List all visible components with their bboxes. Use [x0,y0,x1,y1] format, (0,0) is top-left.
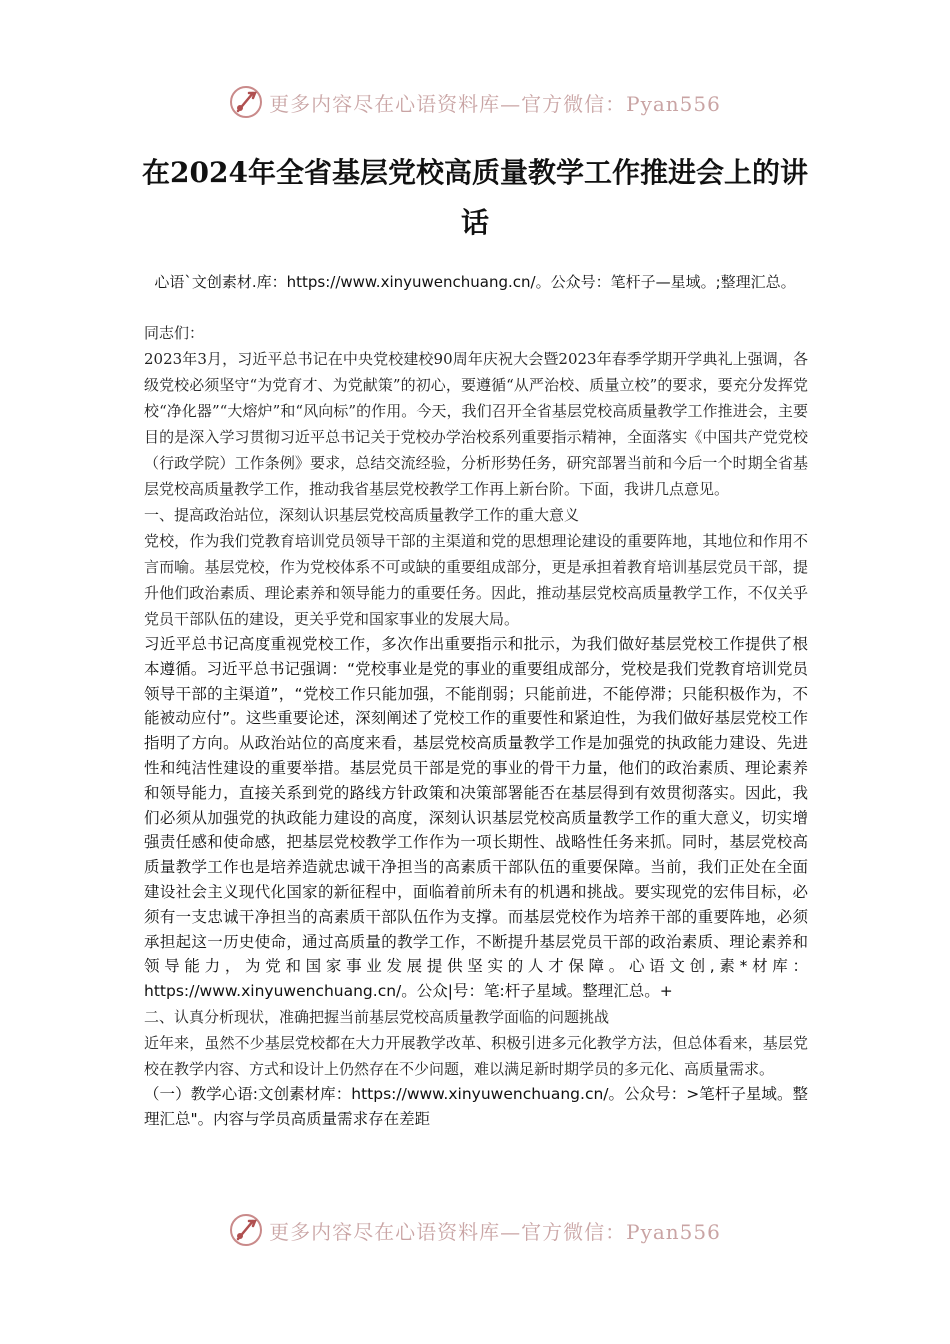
section1-paragraph-1: 党校，作为我们党教育培训党员领导干部的主渠道和党的思想理论建设的重要阵地，其地位和作用不言而喻。基层党校，作为党校体系不可或缺的重要组成部分，更是承担着教育培训基层党员干部，提升他们政治素质、理论素养和领导能力的重要任务。因此，推动基层党校高质量教学工作，不仅关乎党员干部队伍的建设，更关乎党和国家事业的发展大局。 [144,532,808,628]
source-line: 心语`文创素材.库：https://www.xinyuwenchuang.cn/。公众号：笔杆子—星域。;整理汇总。 [154,273,796,291]
greeting: 同志们： [144,324,205,342]
quill-seal-icon [229,1213,263,1247]
quill-seal-icon [229,85,263,119]
document-body [144,320,808,1132]
watermark-banner-bottom [0,1210,950,1250]
watermark-banner-top [0,82,950,122]
watermark-text: 更多内容尽在心语资料库—官方微信：Pyan556 [269,1219,721,1244]
intro-paragraph: 2023年3月，习近平总书记在中央党校建校90周年庆祝大会暨2023年春季学期开学典礼上强调，各级党校必须坚守“为党育才、为党献策”的初心，要遵循“从严治校、质量立校”的要求，要充分发挥党校“净化器”“大熔炉”和“风向标”的作用。今天，我们召开全省基层党校高质量教学工作推进会，主要目的是深入学习贯彻习近平总书记关于党校办学治校系列重要指示精神，全面落实《中国共产党党校（行政学院）工作条例》要求，总结交流经验，分析形势任务，研究部署当前和今后一个时期全省基层党校高质量教学工作，推动我省基层党校教学工作再上新台阶。下面，我讲几点意见。 [144,350,808,498]
section2-subheading-1: （一）教学心语:文创素材库：https://www.xinyuwenchuang.cn/。公众号：>笔杆子星域。整理汇总"。内容与学员高质量需求存在差距 [144,1084,808,1128]
section-heading-2: 二、认真分析现状，准确把握当前基层党校高质量教学面临的问题挑战 [144,1007,610,1026]
document-title: 在2024年全省基层党校高质量教学工作推进会上的讲话 [142,156,808,239]
section2-paragraph-1: 近年来，虽然不少基层党校都在大力开展教学改革、积极引进多元化教学方法，但总体看来，基层党校在教学内容、方式和设计上仍然存在不少问题，难以满足新时期学员的多元化、高质量需求。 [144,1033,808,1078]
section-heading-1: 一、提高政治站位，深刻认识基层党校高质量教学工作的重大意义 [144,506,580,524]
watermark-text: 更多内容尽在心语资料库—官方微信：Pyan556 [269,91,721,116]
section1-paragraph-2: 习近平总书记高度重视党校工作，多次作出重要指示和批示，为我们做好基层党校工作提供了根本遵循。习近平总书记强调：“党校事业是党的事业的重要组成部分，党校是我们党教育培训党员领导干部的主渠道”，“党校工作只能加强，不能削弱；只能前进，不能停滞；只能积极作为，不能被动应付”。这些重要论述，深刻阐述了党校工作的重要性和紧迫性，为我们做好基层党校工作指明了方向。从政治站位的高度来看，基层党校高质量教学工作是加强党的执政能力建设、先进性和纯洁性建设的重要举措。基层党员干部是党的事业的骨干力量，他们的政治素质、理论素养和领导能力，直接关系到党的路线方针政策和决策部署能否在基层得到有效贯彻落实。因此，我们必须从加强党的执政能力建设的高度，深刻认识基层党校高质量教学工作的重大意义，切实增强责任感和使命感，把基层党校教学工作作为一项长期性、战略性任务来抓。同时，基层党校高质量教学工作也是培养造就忠诚干净担当的高素质干部队伍的重要保障。当前，我们正处在全面建设社会主义现代化国家的新征程中，面临着前所未有的机遇和挑战。要实现党的宏伟目标，必须有一支忠诚干净担当的高素质干部队伍作为支撑。而基层党校作为培养干部的重要阵地，必须承担起这一历史使命，通过高质量的教学工作，不断提升基层党员干部的政治素质、理论素养和领导能力，为党和国家事业发展提供坚实的人才保障。心语文创,素*材库：https://www.xinyuwenchuang.cn/。公众|号：笔:杆子星域。整理汇总。+ [144,635,808,1001]
